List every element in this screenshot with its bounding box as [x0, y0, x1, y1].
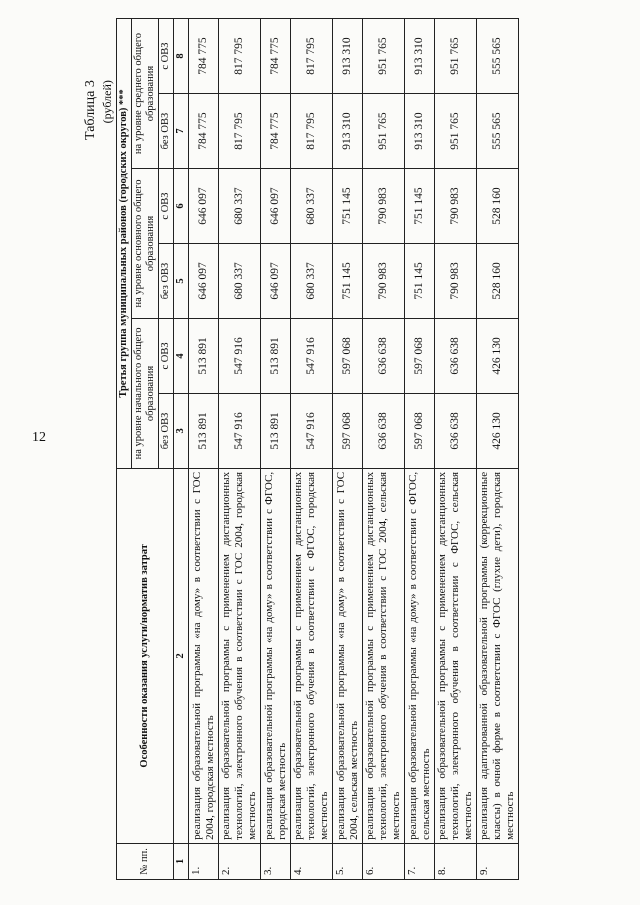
row-description: реализация образовательной программы «на дому» в соответствии с ГОС 2004, городская местность	[189, 468, 219, 843]
cost-value-cell: 646 097	[261, 169, 291, 244]
cost-value-cell: 913 310	[333, 94, 363, 169]
table-body	[189, 19, 519, 880]
cost-value-cell: 636 638	[435, 393, 477, 468]
row-number: 2.	[219, 843, 261, 879]
cost-value-cell: 547 916	[219, 393, 261, 468]
column-number: 8	[174, 19, 189, 94]
cost-value-cell: 597 068	[333, 393, 363, 468]
row-description: реализация образовательной программы «на дому» в соответствии с ГОС 2004, сельская местность	[333, 468, 363, 843]
column-number: 1	[174, 843, 189, 879]
cost-value-cell: 913 310	[333, 19, 363, 94]
cost-value-cell: 784 775	[261, 94, 291, 169]
cost-value-cell: 790 983	[435, 244, 477, 319]
table-row	[291, 19, 333, 880]
cost-value-cell: 547 916	[219, 318, 261, 393]
row-description: реализация образовательной программы с применением дистанционных технологий, электронного обучения в соответствии с ГОС 2004, городская местность	[219, 468, 261, 843]
table-row	[477, 19, 519, 880]
cost-value-cell: 680 337	[291, 244, 333, 319]
cost-value-cell: 547 916	[291, 393, 333, 468]
column-numbers-row	[174, 19, 189, 880]
cost-value-cell: 636 638	[435, 318, 477, 393]
cost-value-cell: 636 638	[363, 393, 405, 468]
header-features: Особенности оказания услуги/норматив затрат	[117, 468, 174, 843]
row-number: 8.	[435, 843, 477, 879]
cost-value-cell: 513 891	[261, 393, 291, 468]
cost-value-cell: 646 097	[261, 244, 291, 319]
row-description: реализация образовательной программы «на дому» в соответствии с ФГОС, городская местность	[261, 468, 291, 843]
row-number: 5.	[333, 843, 363, 879]
cost-value-cell: 913 310	[405, 94, 435, 169]
header-without-ovz: без ОВЗ	[159, 244, 174, 319]
cost-value-cell: 426 130	[477, 393, 519, 468]
header-with-ovz: с ОВЗ	[159, 19, 174, 94]
column-number: 6	[174, 169, 189, 244]
cost-value-cell: 680 337	[219, 169, 261, 244]
row-number: 1.	[189, 843, 219, 879]
header-without-ovz: без ОВЗ	[159, 94, 174, 169]
table-row	[363, 19, 405, 880]
cost-value-cell: 790 983	[363, 169, 405, 244]
table-caption	[83, 80, 115, 140]
header-level-secondary: на уровне среднего общего образования	[132, 19, 159, 169]
cost-value-cell: 597 068	[405, 318, 435, 393]
row-number: 6.	[363, 843, 405, 879]
cost-value-cell: 817 795	[219, 19, 261, 94]
column-number: 5	[174, 244, 189, 319]
table-title: Таблица 3	[83, 80, 98, 140]
cost-value-cell: 751 145	[333, 244, 363, 319]
cost-value-cell: 951 765	[363, 19, 405, 94]
column-number: 3	[174, 393, 189, 468]
header-level-primary: на уровне начального общего образования	[132, 318, 159, 468]
cost-norms-table	[116, 18, 519, 880]
cost-value-cell: 913 310	[405, 19, 435, 94]
cost-value-cell: 555 565	[477, 94, 519, 169]
header-with-ovz: с ОВЗ	[159, 169, 174, 244]
row-description: реализация образовательной программы с применением дистанционных технологий, электронного обучения в соответствии с ФГОС, городская местность	[291, 468, 333, 843]
cost-value-cell: 784 775	[261, 19, 291, 94]
cost-value-cell: 636 638	[363, 318, 405, 393]
cost-value-cell: 513 891	[189, 393, 219, 468]
cost-value-cell: 951 765	[435, 94, 477, 169]
header-level-basic: на уровне основного общего образования	[132, 169, 159, 319]
cost-value-cell: 784 775	[189, 94, 219, 169]
cost-value-cell: 426 130	[477, 318, 519, 393]
cost-value-cell: 817 795	[291, 19, 333, 94]
table-row	[405, 19, 435, 880]
cost-value-cell: 790 983	[435, 169, 477, 244]
cost-value-cell: 951 765	[363, 94, 405, 169]
cost-value-cell: 751 145	[405, 169, 435, 244]
cost-value-cell: 597 068	[405, 393, 435, 468]
cost-value-cell: 513 891	[261, 318, 291, 393]
header-with-ovz: с ОВЗ	[159, 318, 174, 393]
table-row	[261, 19, 291, 880]
column-number: 4	[174, 318, 189, 393]
header-num: № пп.	[117, 843, 174, 879]
table-row	[189, 19, 219, 880]
header-without-ovz: без ОВЗ	[159, 393, 174, 468]
row-number: 4.	[291, 843, 333, 879]
table-row	[219, 19, 261, 880]
cost-value-cell: 528 160	[477, 244, 519, 319]
cost-value-cell: 646 097	[189, 244, 219, 319]
cost-value-cell: 817 795	[219, 94, 261, 169]
row-number: 7.	[405, 843, 435, 879]
cost-value-cell: 751 145	[333, 169, 363, 244]
column-number: 7	[174, 94, 189, 169]
table-row	[333, 19, 363, 880]
cost-value-cell: 646 097	[189, 169, 219, 244]
row-number: 9.	[477, 843, 519, 879]
cost-value-cell: 555 565	[477, 19, 519, 94]
cost-value-cell: 790 983	[363, 244, 405, 319]
cost-value-cell: 528 160	[477, 169, 519, 244]
header-group: Третья группа муниципальных районов (городских округов) ***	[117, 19, 132, 469]
cost-value-cell: 817 795	[291, 94, 333, 169]
column-number: 2	[174, 468, 189, 843]
row-number: 3.	[261, 843, 291, 879]
cost-value-cell: 597 068	[333, 318, 363, 393]
cost-value-cell: 547 916	[291, 318, 333, 393]
cost-value-cell: 680 337	[291, 169, 333, 244]
row-description: реализация образовательной программы с применением дистанционных технологий, электронного обучения в соответствии с ФГОС, сельская местность	[435, 468, 477, 843]
cost-value-cell: 951 765	[435, 19, 477, 94]
table-units: (рублей)	[100, 80, 114, 124]
cost-value-cell: 513 891	[189, 318, 219, 393]
table-row	[435, 19, 477, 880]
row-description: реализация образовательной программы «на дому» в соответствии с ФГОС, сельская местность	[405, 468, 435, 843]
cost-value-cell: 784 775	[189, 19, 219, 94]
cost-value-cell: 680 337	[219, 244, 261, 319]
row-description: реализация адаптированной образовательной программы (коррекционные классы) в очной форме в соответствии с ФГОС (глухие дети), городская местность	[477, 468, 519, 843]
cost-value-cell: 751 145	[405, 244, 435, 319]
row-description: реализация образовательной программы с применением дистанционных технологий, электронного обучения в соответствии с ГОС 2004, сельская местность	[363, 468, 405, 843]
page-number: 12	[32, 430, 46, 445]
